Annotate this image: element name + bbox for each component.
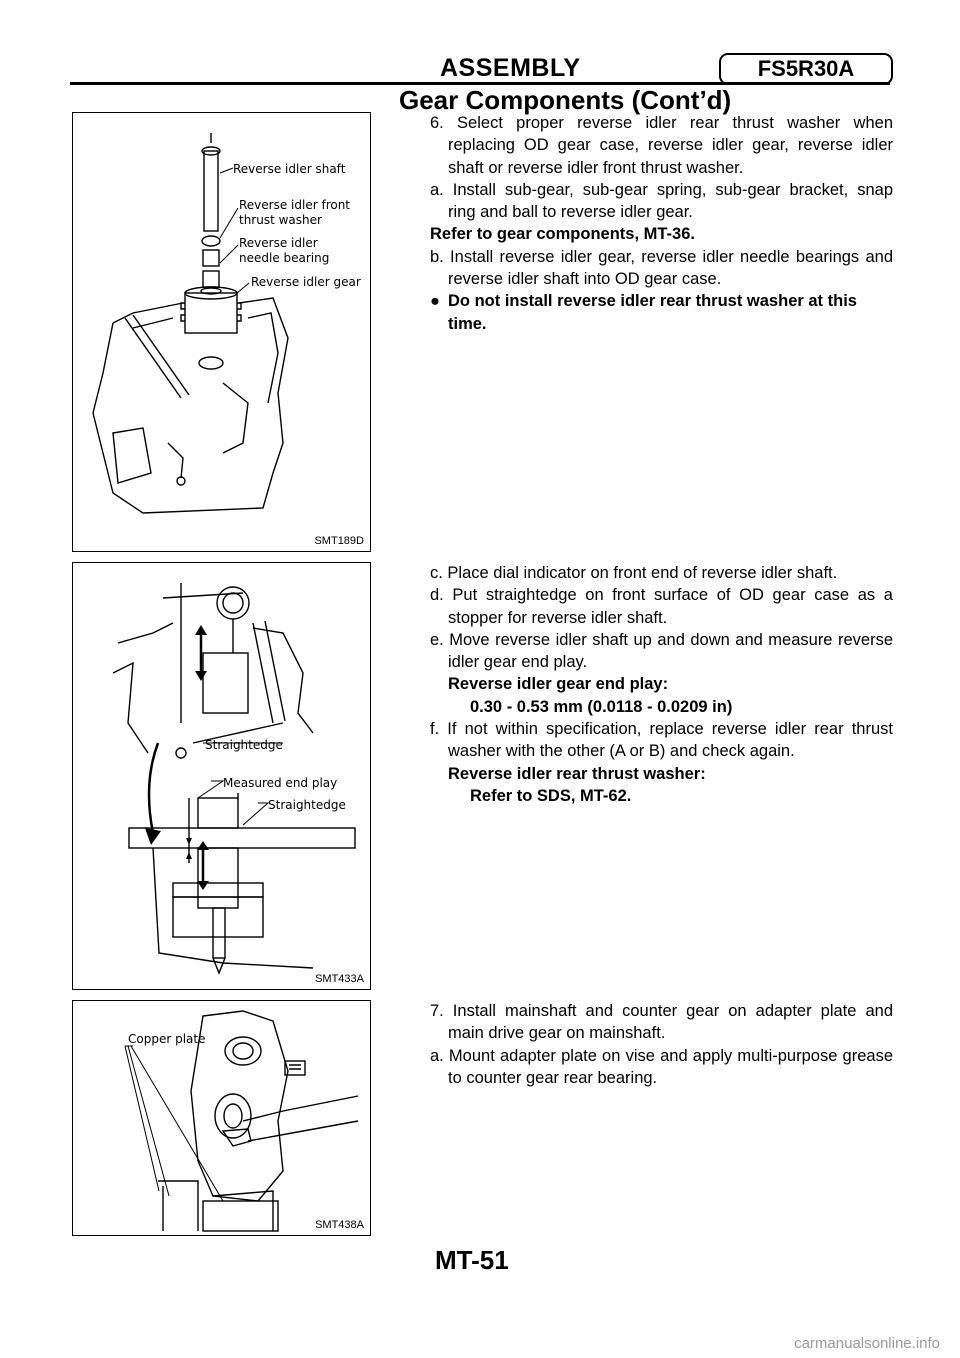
page-subtitle: Gear Components (Cont’d) <box>399 85 732 115</box>
figure-end-play-measurement <box>72 562 371 990</box>
step-f: f. If not within specification, replace reverse idler rear thrust washer with the other (A or B) and check again. <box>430 720 893 761</box>
caution-text: Do not install reverse idler rear thrust washer at this time. <box>448 292 857 333</box>
spec-label: Reverse idler gear end play: <box>448 675 669 694</box>
step-7: 7. Install mainshaft and counter gear on adapter plate and main drive gear on mainshaft. <box>430 1002 893 1043</box>
figure-reverse-idler-parts <box>72 112 371 552</box>
figure-code: SMT433A <box>315 973 364 985</box>
figure-label: needle bearing <box>239 251 330 265</box>
spec-value: 0.30 - 0.53 mm (0.0118 - 0.0209 in) <box>470 697 733 716</box>
reference-note: Refer to gear components, MT-36. <box>430 225 695 244</box>
figure-copper-plate-vise <box>72 1000 371 1236</box>
text-block-step7 <box>430 1000 893 1089</box>
step-b: b. Install reverse idler gear, reverse idler needle bearings and reverse idler shaft into OD gear case. <box>430 247 893 289</box>
step-a: a. Install sub-gear, sub-gear spring, sub-gear bracket, snap ring and ball to reverse idler gear. <box>430 180 893 222</box>
washer-label: Reverse idler rear thrust washer: <box>448 764 706 783</box>
step-6: 6. Select proper reverse idler rear thrust washer when replacing OD gear case, reverse idler gear, reverse idler shaft or reverse idler front thrust washer. <box>430 114 893 177</box>
copper-plate-illustration <box>73 1001 370 1235</box>
reverse-idler-illustration <box>73 113 370 551</box>
figure-label: Reverse idler front <box>239 198 351 212</box>
figure-label: Straightedge <box>268 798 346 812</box>
figure-label: Measured end play <box>223 776 338 790</box>
model-code-badge: FS5R30A <box>719 53 893 85</box>
text-block-end-play <box>430 562 893 807</box>
section-title: ASSEMBLY <box>440 54 581 82</box>
step-c: c. Place dial indicator on front end of reverse idler shaft. <box>430 564 838 582</box>
caution-note <box>430 290 893 335</box>
end-play-illustration <box>73 563 370 989</box>
text-block-step6 <box>430 112 893 335</box>
page-number: MT-51 <box>435 1245 509 1275</box>
step-e: e. Move reverse idler shaft up and down and measure reverse idler gear end play. <box>430 630 893 672</box>
figure-label: Copper plate <box>128 1032 206 1046</box>
step-7a: a. Mount adapter plate on vise and apply multi-purpose grease to counter gear rear bearing. <box>430 1046 893 1087</box>
figure-code: SMT438A <box>315 1219 364 1231</box>
figure-label: Reverse idler shaft <box>233 162 346 176</box>
figure-label: thrust washer <box>239 213 322 227</box>
figure-label: Reverse idler gear <box>251 275 361 289</box>
watermark: carmanualsonline.info <box>794 1335 940 1352</box>
figure-label: Reverse idler <box>239 236 318 250</box>
washer-value: Refer to SDS, MT-62. <box>470 786 632 805</box>
step-d: d. Put straightedge on front surface of OD gear case as a stopper for reverse idler shaft. <box>430 586 893 627</box>
figure-code: SMT189D <box>314 535 364 547</box>
bullet-icon: ● <box>430 292 440 311</box>
figure-label: Straightedge <box>205 738 283 752</box>
